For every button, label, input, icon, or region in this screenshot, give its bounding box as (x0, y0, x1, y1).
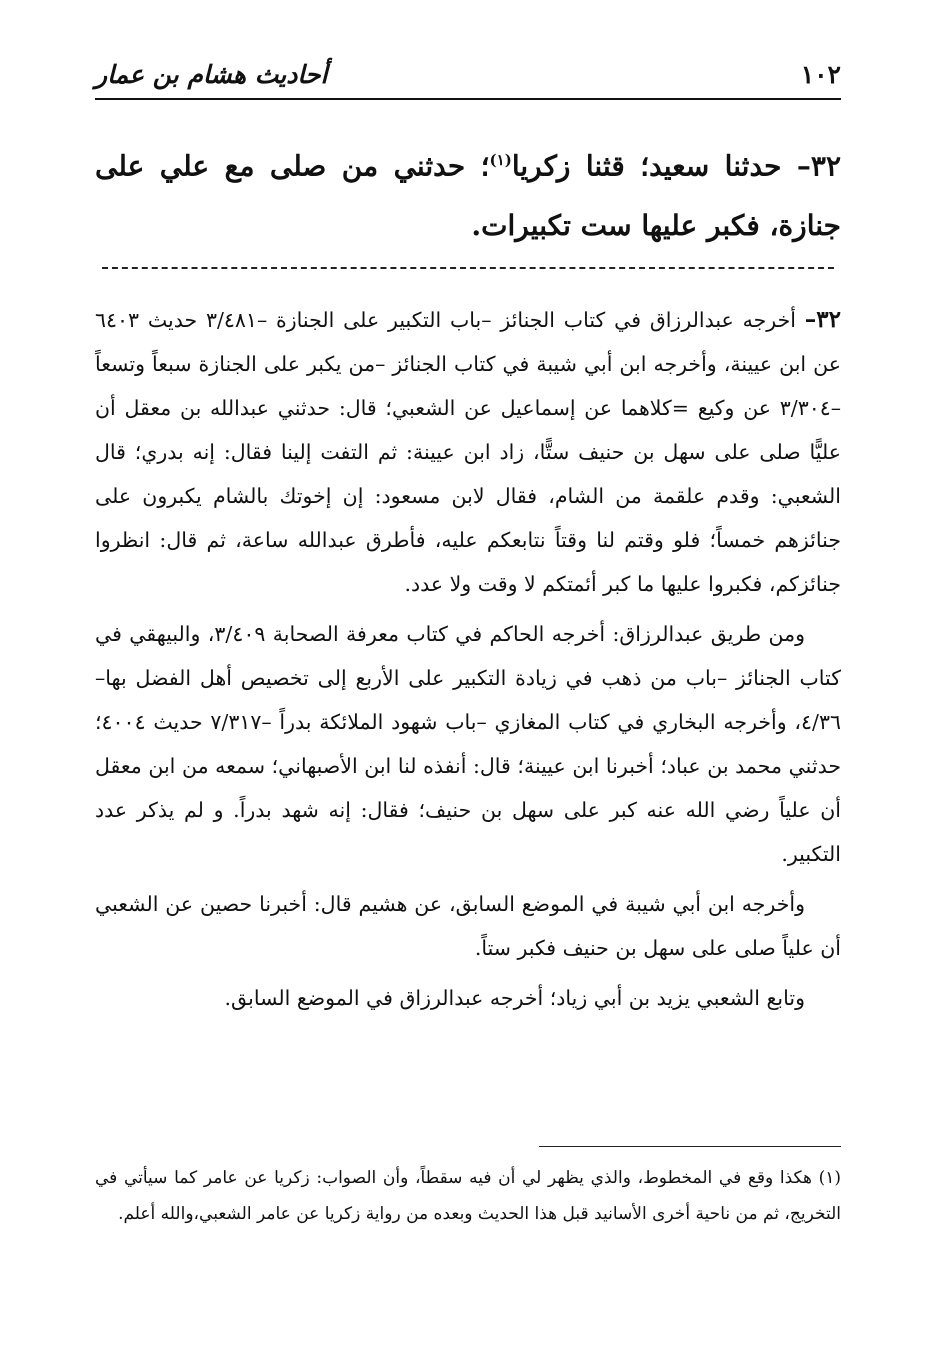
footnote-text: (١) هكذا وقع في المخطوط، والذي يظهر لي أن فيه سقطاً، وأن الصواب: زكريا عن عامر كما سيأتي في التخريج، ثم من ناحية أخرى الأسانيد قبل هذا الحديث وبعده من رواية زكريا عن عامر الشعبي،والله أعلم. (95, 1168, 841, 1224)
takhrij-paragraph-4: وتابع الشعبي يزيد بن أبي زياد؛ أخرجه عبدالرزاق في الموضع السابق. (224, 986, 805, 1010)
takhrij-paragraph-2: ومن طريق عبدالرزاق: أخرجه الحاكم في كتاب معرفة الصحابة ٣/٤٠٩، والبيهقي في كتاب الجنائز –باب من ذهب في زيادة التكبير على الأربع إلى تخصيص أهل الفضل بها–٤/٣٦، وأخرجه البخاري في كتاب المغازي –باب شهود الملائكة بدراً –٧/٣١٧ حديث ٤٠٠٤؛ حدثني محمد بن عباد؛ أخبرنا ابن عيينة؛ قال: أنفذه لنا ابن الأصبهاني؛ سمعه من ابن معقل أن علياً رضي الله عنه كبر على سهل بن حنيف؛ فقال: إنه شهد بدراً. و لم يذكر عدد التكبير. (95, 622, 841, 866)
page-number: ١٠٢ (800, 60, 841, 89)
hadith-number: ٣٢– (796, 149, 841, 183)
hadith-text-before-ref: حدثنا سعيد؛ قثنا زكريا (511, 149, 797, 183)
footnote (95, 1160, 841, 1232)
takhrij-number: ٣٢– (804, 306, 841, 333)
page-header (95, 58, 841, 100)
takhrij-p1-text: أخرجه عبدالرزاق في كتاب الجنائز –باب التكبير على الجنازة –٣/٤٨١ حديث ٦٤٠٣ عن ابن عيينة، وأخرجه ابن أبي شيبة في كتاب الجنائز –من يكبر على الجنازة سبعاً وتسعاً –٣/٣٠٤ عن وكيع =كلاهما عن إسماعيل عن الشعبي؛ قال: حدثني عبدالله بن معقل أن عليًّا صلى على سهل بن حنيف ستًّا، زاد ابن عيينة: ثم التفت إلينا فقال: إنه بدري؛ قال الشعبي: وقدم علقمة من الشام، فقال لابن مسعود: إن إخوتك بالشام يكبرون على جنائزهم خمساً؛ فلو وقتم لنا وقتاً نتابعكم عليه، فأطرق عبدالله ساعة، ثم قال: انظروا جنائزكم، فكبروا عليها ما كبر أئمتكم لا وقت ولا عدد. (95, 308, 841, 596)
running-title: أحاديث هشام بن عمار (95, 60, 328, 89)
takhrij-paragraph-1 (95, 298, 841, 606)
section-separator (102, 267, 834, 269)
hadith-text (95, 130, 841, 256)
hadith-text-after-ref: ؛ حدثني من صلى مع علي على جنازة، فكبر عليها ست تكبيرات. (95, 149, 841, 243)
footnote-ref: (١) (489, 151, 512, 169)
footnote-rule (539, 1146, 841, 1147)
takhrij-paragraph-3: وأخرجه ابن أبي شيبة في الموضع السابق، عن هشيم قال: أخبرنا حصين عن الشعبي أن علياً صلى على سهل بن حنيف فكبر ستاً. (95, 892, 841, 960)
takhrij-section (95, 298, 841, 1026)
